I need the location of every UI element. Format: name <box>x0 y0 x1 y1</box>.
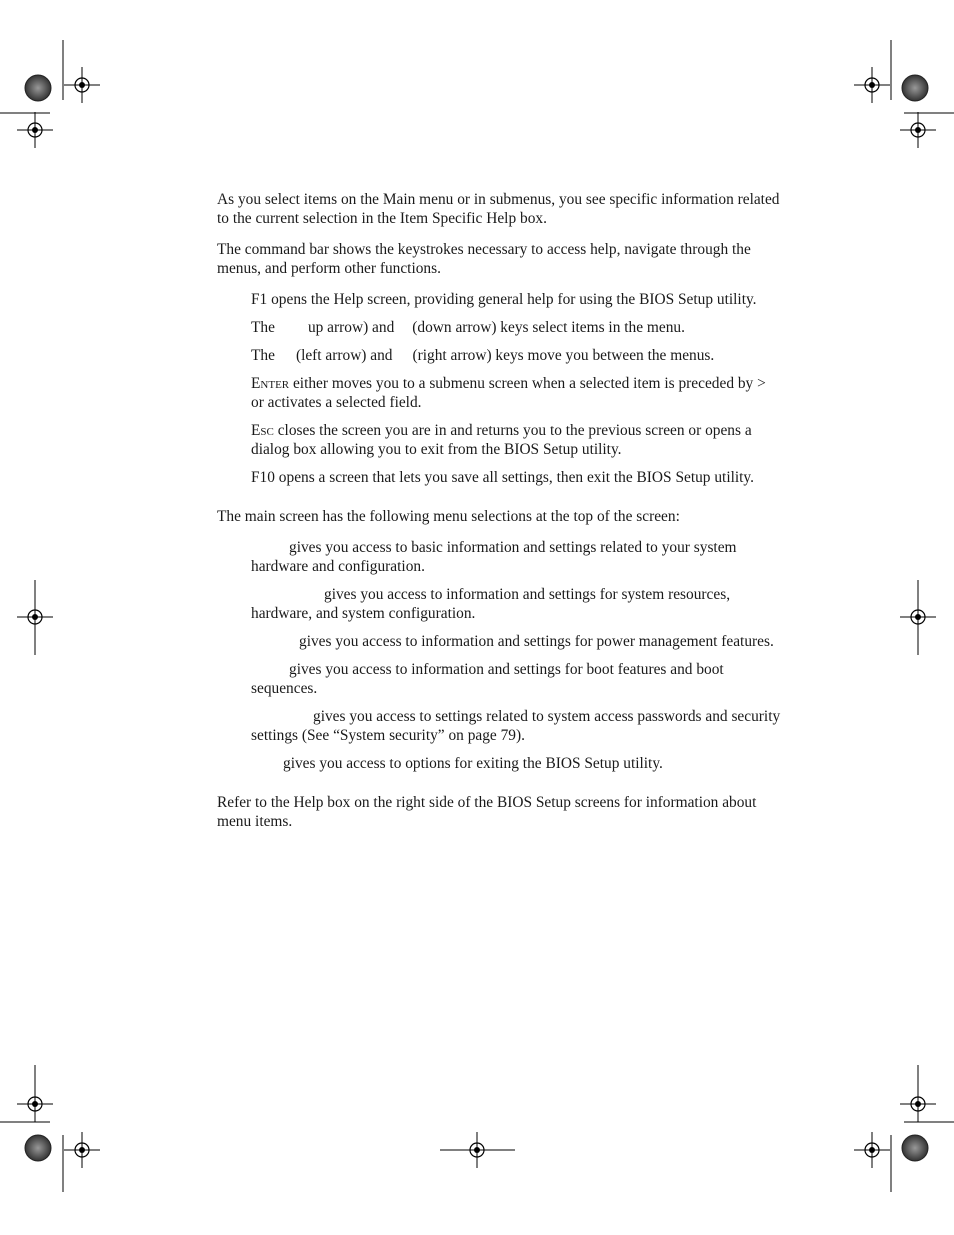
page-body <box>217 190 782 843</box>
key-item-up-down-part-1: The <box>251 319 275 336</box>
key-item-left-right-part-3: (right arrow) keys move you between the menus. <box>412 347 715 364</box>
outro-paragraph: Refer to the Help box on the right side of the BIOS Setup screens for information about menu items. <box>217 794 757 830</box>
menu-item-main-description: gives you access to basic information and settings related to your system hardware and configuration. <box>251 539 737 575</box>
enter-key-label: Enter <box>251 375 290 392</box>
key-item-up-down <box>251 318 782 337</box>
menu-item-boot-description: gives you access to information and settings for boot features and boot sequences. <box>251 661 724 697</box>
menu-item-main <box>251 538 782 576</box>
enter-key-description: either moves you to a submenu screen when a selected item is preceded by > or activates a selected field. <box>251 375 766 411</box>
crop-mark-bottom-left-icon <box>0 1065 100 1192</box>
menu-item-power-description: gives you access to information and settings for power management features. <box>299 633 774 650</box>
menu-item-exit-description: gives you access to options for exiting the BIOS Setup utility. <box>283 755 663 772</box>
key-item-f1: F1 opens the Help screen, providing general help for using the BIOS Setup utility. <box>251 291 757 308</box>
key-list <box>251 290 782 487</box>
key-item-left-right <box>251 346 782 365</box>
key-item-esc <box>251 421 782 459</box>
key-item-f10: F10 opens a screen that lets you save all settings, then exit the BIOS Setup utility. <box>251 469 754 486</box>
menu-item-advanced <box>251 585 782 623</box>
key-item-enter <box>251 374 782 412</box>
intro-paragraph-1: As you select items on the Main menu or in submenus, you see specific information related to the current selection in the Item Specific Help box. <box>217 191 780 227</box>
menu-item-security <box>251 707 782 745</box>
crop-mark-bottom-right-icon <box>854 1065 954 1192</box>
crop-mark-top-right-icon <box>854 40 954 148</box>
key-item-up-down-part-3: (down arrow) keys select items in the menu. <box>412 319 685 336</box>
menu-item-boot <box>251 660 782 698</box>
menu-intro: The main screen has the following menu selections at the top of the screen: <box>217 508 680 525</box>
intro-paragraph-2: The command bar shows the keystrokes necessary to access help, navigate through the menus, and perform other functions. <box>217 241 751 277</box>
menu-list <box>251 538 782 773</box>
menu-item-security-description: gives you access to settings related to system access passwords and security settings (See “System security” on page 79). <box>251 708 781 744</box>
key-item-left-right-part-1: The <box>251 347 275 364</box>
menu-item-advanced-description: gives you access to information and settings for system resources, hardware, and system configuration. <box>251 586 731 622</box>
esc-key-label: Esc <box>251 422 274 439</box>
menu-item-power <box>251 632 782 651</box>
crop-mark-top-left-icon <box>0 40 100 148</box>
menu-item-exit <box>251 754 782 773</box>
key-item-up-down-part-2: up arrow) and <box>307 319 395 336</box>
key-item-left-right-part-2: (left arrow) and <box>295 347 393 364</box>
esc-key-description: closes the screen you are in and returns you to the previous screen or opens a dialog box allowing you to exit from the BIOS Setup utility. <box>251 422 752 458</box>
